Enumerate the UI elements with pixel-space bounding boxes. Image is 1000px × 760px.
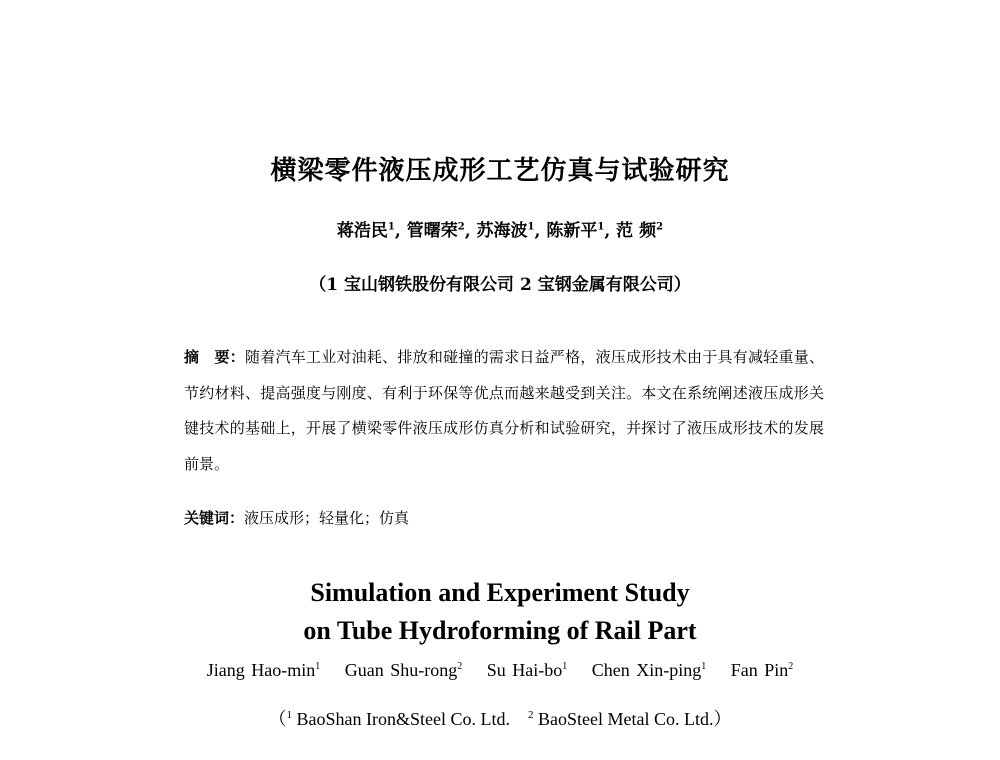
author-name: Jiang Hao-min (206, 660, 316, 680)
keywords-text: 液压成形；轻量化；仿真 (244, 509, 410, 527)
english-title (0, 574, 1000, 650)
author-sep: , (534, 221, 541, 241)
author-affil-sup: 2 (788, 661, 794, 672)
affil-close-paren: ） (713, 709, 732, 729)
keywords-label: 关键词： (184, 509, 245, 527)
author-sep: , (394, 221, 401, 241)
affil-sup: 2 (528, 709, 534, 721)
author-affil-sup: 1 (387, 221, 395, 233)
english-title-line: Simulation and Experiment Study (310, 578, 690, 607)
abstract-text: 随着汽车工业对油耗、排放和碰撞的需求日益严格，液压成形技术由于具有减轻重量、节约材料、提高强度与刚度、有利于环保等优点而越来越受到关注。本文在系统阐述液压成形关键技术的基础上，开展了横梁零件液压成形仿真分析和试验研究，并探讨了液压成形技术的发展前景。 (184, 348, 824, 473)
chinese-abstract (184, 340, 824, 482)
author-name: 范 频 (616, 221, 657, 241)
author-name: 苏海波 (476, 221, 528, 241)
chinese-authors (0, 216, 1000, 241)
author-name: 陈新平 (546, 221, 598, 241)
author-name: Fan Pin (730, 660, 789, 680)
author-affil-sup: 2 (656, 221, 664, 233)
english-author (731, 660, 794, 680)
english-authors (0, 660, 1000, 681)
author-affil-sup: 2 (457, 661, 463, 672)
chinese-title: 横梁零件液压成形工艺仿真与试验研究 (270, 156, 730, 186)
english-author (345, 660, 463, 680)
author-name: 管曙荣 (406, 221, 458, 241)
english-title-line: on Tube Hydroforming of Rail Part (303, 616, 697, 645)
english-author (487, 660, 568, 680)
author-name: Su Hai-bo (486, 660, 563, 680)
abstract-label: 摘 要： (184, 348, 245, 366)
english-author (207, 660, 320, 680)
author-name: Chen Xin-ping (591, 660, 702, 680)
chinese-affiliation: （1 宝山钢铁股份有限公司 2 宝钢金属有限公司） (309, 275, 691, 295)
chinese-keywords (184, 507, 409, 528)
author-name: 蒋浩民 (336, 221, 388, 241)
affil-org: BaoShan Iron&Steel Co. Ltd. (296, 709, 510, 729)
author-name: Guan Shu-rong (344, 660, 458, 680)
affil-org: BaoSteel Metal Co. Ltd. (538, 709, 714, 729)
author-sep: , (464, 221, 471, 241)
affil-open-paren: （ (268, 709, 287, 729)
affil-sup: 1 (286, 709, 293, 721)
english-affiliation (0, 705, 1000, 731)
author-affil-sup: 1 (701, 661, 707, 672)
author-affil-sup: 2 (457, 221, 465, 233)
english-author (592, 660, 707, 680)
author-sep: , (604, 221, 611, 241)
author-affil-sup: 1 (527, 221, 535, 233)
author-affil-sup: 1 (562, 661, 568, 672)
author-affil-sup: 1 (315, 661, 321, 672)
author-affil-sup: 1 (597, 221, 605, 233)
